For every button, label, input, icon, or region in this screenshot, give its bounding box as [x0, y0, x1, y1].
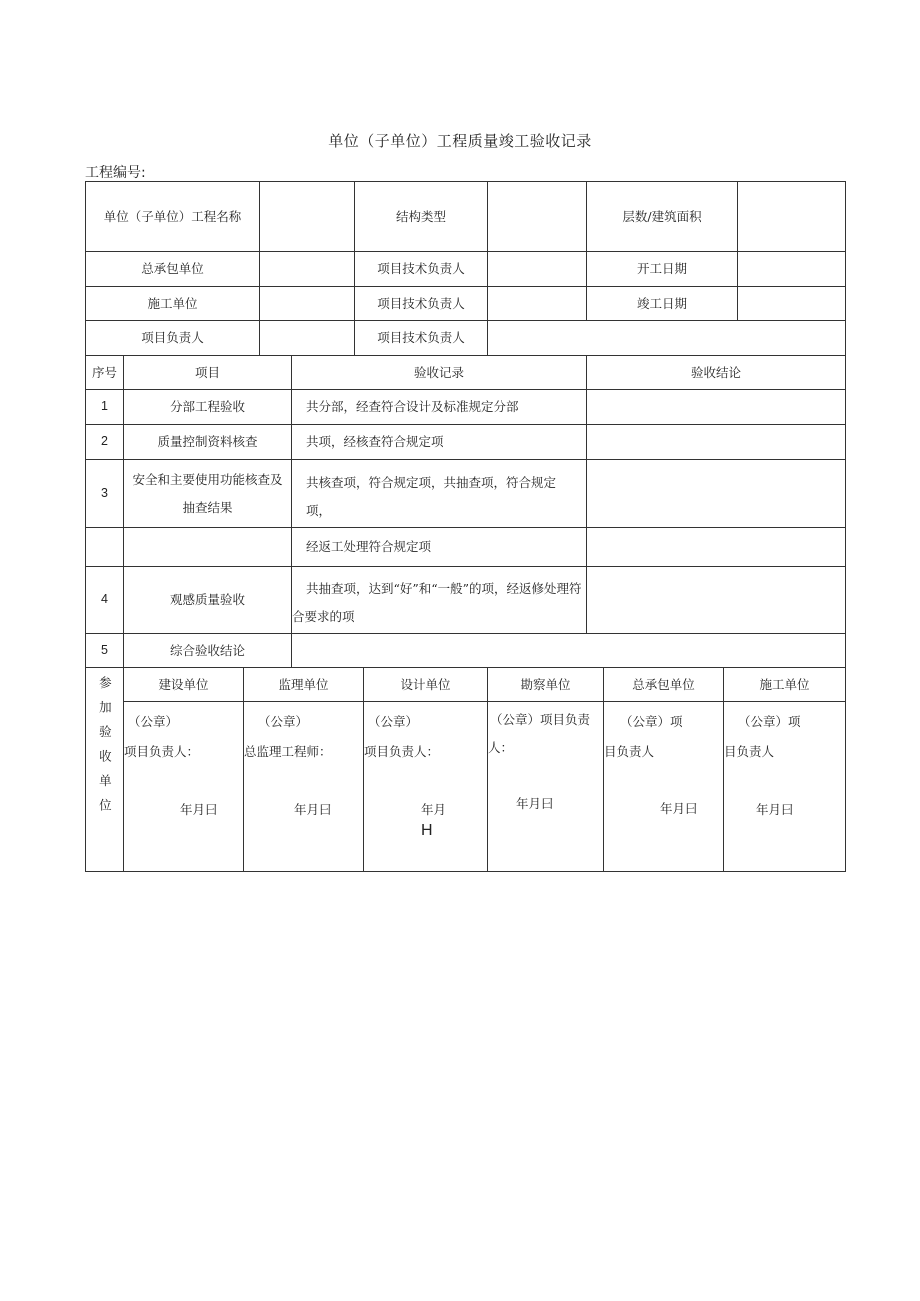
- signer-label: 项目负责人：: [364, 744, 440, 759]
- item-name: 质量控制资料核查: [123, 424, 292, 460]
- general-contractor-label: 总承包单位: [85, 251, 260, 287]
- stamp-label: （公章）: [368, 714, 419, 729]
- unit-name: 施工单位: [723, 667, 846, 702]
- construction-unit-value[interactable]: [259, 286, 355, 321]
- item-conclusion[interactable]: [586, 424, 846, 460]
- item-record[interactable]: 共分部，经查符合设计及标准规定分部: [291, 389, 587, 425]
- date-label: 年月: [421, 802, 447, 817]
- stamp-label: （公章）: [258, 714, 309, 729]
- item-name: 综合验收结论: [123, 633, 292, 668]
- project-manager-value[interactable]: [259, 320, 355, 356]
- date-label: 年月曰: [180, 802, 218, 817]
- overall-conclusion-value[interactable]: [291, 633, 846, 668]
- unit-signature-cell[interactable]: [603, 701, 724, 872]
- item-conclusion[interactable]: [586, 389, 846, 425]
- col-no-header: 序号: [85, 355, 124, 390]
- completion-date-label: 竣工日期: [586, 286, 738, 321]
- item-record[interactable]: 经返工处理符合规定项: [291, 527, 587, 567]
- signer-label: 人：: [488, 740, 514, 755]
- item-no: [85, 527, 124, 567]
- unit-signature-cell[interactable]: [123, 701, 244, 872]
- item-conclusion[interactable]: [586, 566, 846, 634]
- item-name: 观感质量验收: [123, 566, 292, 634]
- signer-label: 项目负责人：: [124, 744, 200, 759]
- signer-label: 总监理工程师：: [244, 744, 332, 759]
- unit-signature-cell[interactable]: [487, 701, 604, 872]
- floors-area-value[interactable]: [737, 181, 846, 252]
- tech-lead-label-2: 项目技术负责人: [354, 286, 488, 321]
- start-date-label: 开工日期: [586, 251, 738, 287]
- tech-lead-value-2[interactable]: [487, 286, 587, 321]
- unit-name: 设计单位: [363, 667, 488, 702]
- date-label: 年月曰: [294, 802, 332, 817]
- unit-name: 勘察单位: [487, 667, 604, 702]
- tech-lead-label-1: 项目技术负责人: [354, 251, 488, 287]
- item-record[interactable]: 共抽查项，达到“好”和“一般”的项，经返修处理符合要求的项: [291, 566, 587, 634]
- item-no: 5: [85, 633, 124, 668]
- item-no: 2: [85, 424, 124, 460]
- tech-lead-value-1[interactable]: [487, 251, 587, 287]
- structure-type-value[interactable]: [487, 181, 587, 252]
- col-item-header: 项目: [123, 355, 292, 390]
- item-record[interactable]: 共核查项，符合规定项，共抽查项，符合规定项，: [291, 459, 587, 528]
- item-no: 3: [85, 459, 124, 528]
- item-name: [123, 527, 292, 567]
- item-no: 1: [85, 389, 124, 425]
- unit-signature-cell[interactable]: [363, 701, 488, 872]
- signer-label: 目负责人: [724, 744, 775, 759]
- date-label: 年月曰: [660, 801, 698, 816]
- structure-type-label: 结构类型: [354, 181, 488, 252]
- project-number-label: 工程编号:: [85, 165, 146, 181]
- tech-lead-value-3[interactable]: [487, 320, 846, 356]
- item-name: 安全和主要使用功能核查及抽查结果: [123, 459, 292, 528]
- general-contractor-value[interactable]: [259, 251, 355, 287]
- stamp-label: （公章）项目负责: [490, 712, 591, 727]
- start-date-value[interactable]: [737, 251, 846, 287]
- col-conclusion-header: 验收结论: [586, 355, 846, 390]
- stamp-label: （公章）项: [738, 714, 801, 729]
- unit-name: 建设单位: [123, 667, 244, 702]
- item-record[interactable]: 共项，经核查符合规定项: [291, 424, 587, 460]
- page-title: 单位（子单位）工程质量竣工验收记录: [328, 132, 592, 150]
- unit-signature-cell[interactable]: [723, 701, 846, 872]
- signer-label: 目负责人: [604, 744, 655, 759]
- project-manager-label: 项目负责人: [85, 320, 260, 356]
- item-no: 4: [85, 566, 124, 634]
- participants-label-text: 参加验收单位: [97, 676, 113, 823]
- item-conclusion[interactable]: [586, 459, 846, 528]
- date-label: 年月曰: [516, 796, 554, 811]
- item-name: 分部工程验收: [123, 389, 292, 425]
- completion-date-value[interactable]: [737, 286, 846, 321]
- unit-signature-cell[interactable]: [243, 701, 364, 872]
- tech-lead-label-3: 项目技术负责人: [354, 320, 488, 356]
- stamp-label: （公章）: [128, 714, 179, 729]
- unit-name: 总承包单位: [603, 667, 724, 702]
- floors-area-label: 层数/建筑面积: [586, 181, 738, 252]
- construction-unit-label: 施工单位: [85, 286, 260, 321]
- participants-label: [85, 667, 124, 872]
- unit-name-label: 单位（子单位）工程名称: [85, 181, 260, 252]
- date-label-extra: H: [421, 822, 433, 839]
- unit-name: 监理单位: [243, 667, 364, 702]
- item-conclusion[interactable]: [586, 527, 846, 567]
- stamp-label: （公章）项: [620, 714, 683, 729]
- unit-name-value[interactable]: [259, 181, 355, 252]
- date-label: 年月曰: [756, 802, 794, 817]
- col-record-header: 验收记录: [291, 355, 587, 390]
